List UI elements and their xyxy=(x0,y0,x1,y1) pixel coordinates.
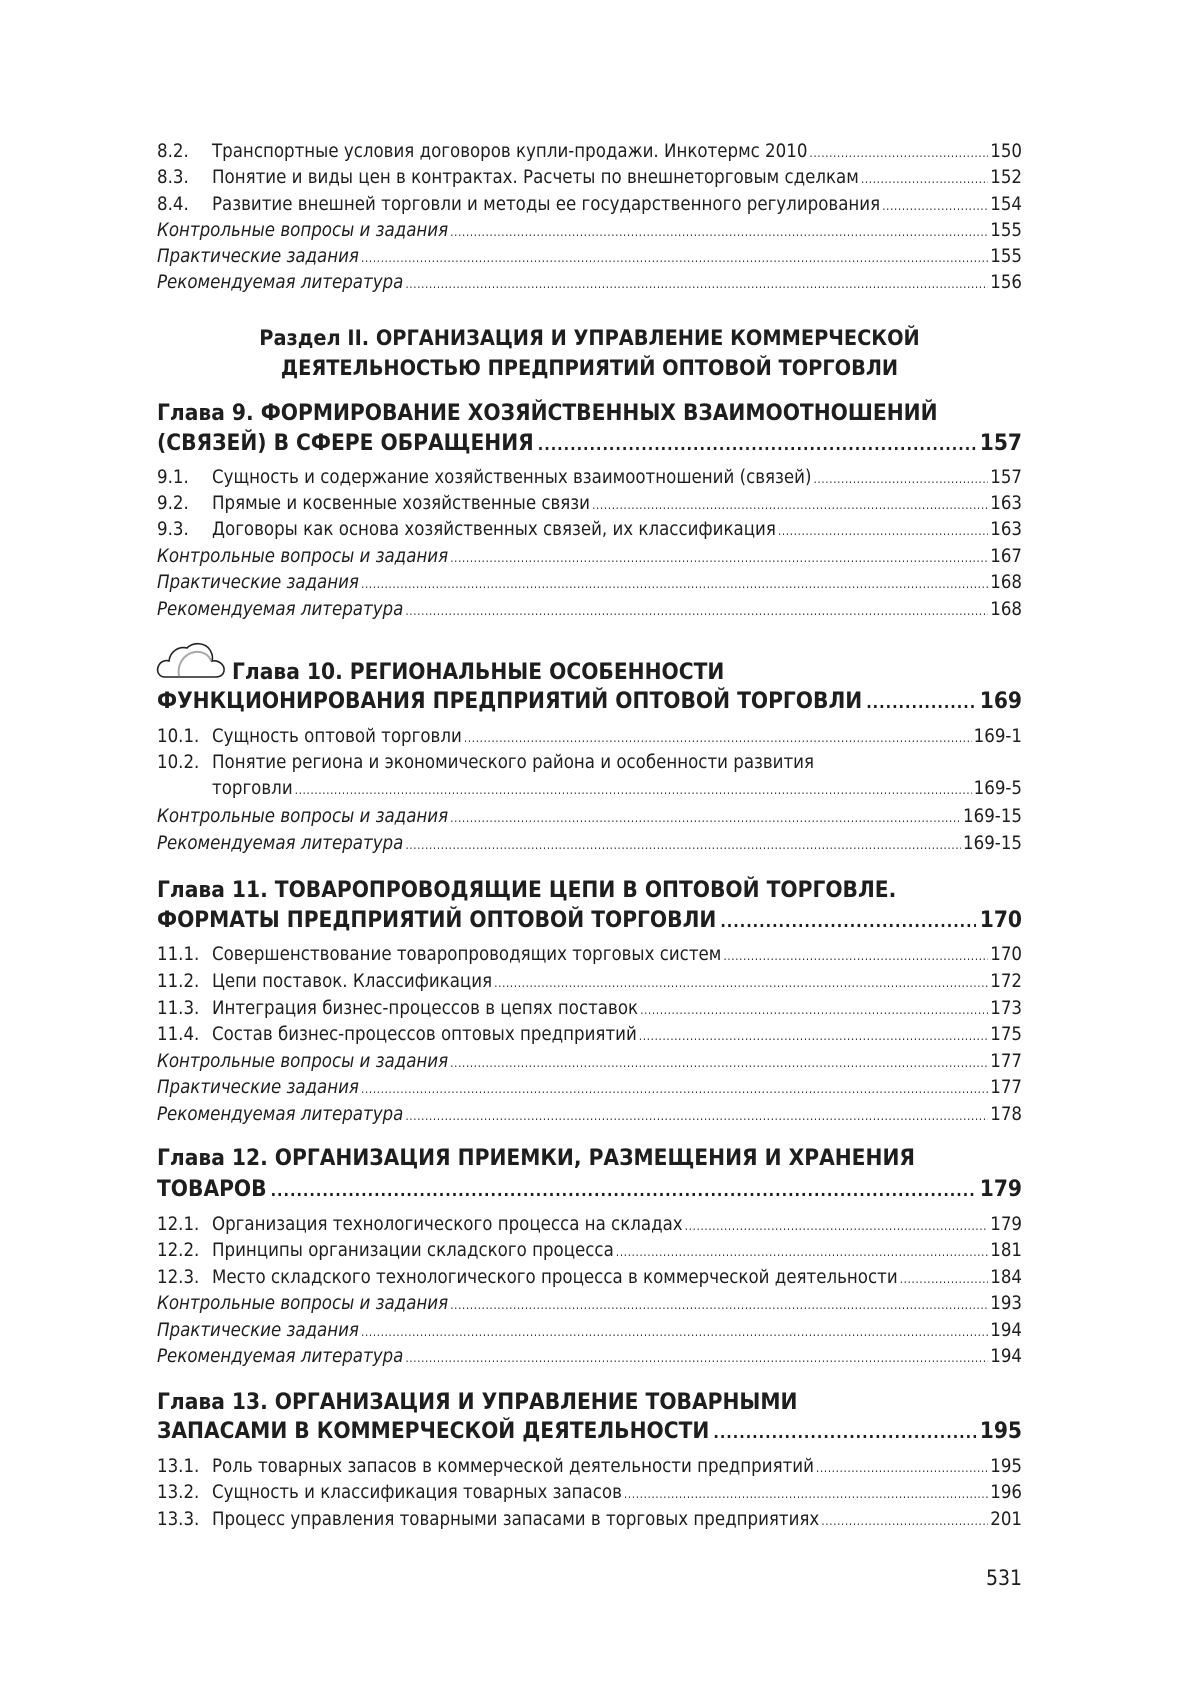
leader-dots xyxy=(494,970,988,996)
cloud-icon xyxy=(155,640,229,680)
chapter-title: Глава 10. РЕГИОНАЛЬНЫЕ ОСОБЕННОСТИ xyxy=(232,659,725,685)
toc-entry-8-2[interactable] xyxy=(157,139,1022,165)
chapter-13-heading-line2[interactable] xyxy=(157,1416,1022,1448)
entry-page: 201 xyxy=(990,1509,1022,1530)
leader-dots xyxy=(592,492,988,518)
leader-dots xyxy=(361,1076,988,1102)
section-heading-line2: ДЕЯТЕЛЬНОСТЬЮ ПРЕДПРИЯТИЙ ОПТОВОЙ ТОРГОВЛИ xyxy=(280,356,899,381)
entry-title: Понятие региона и экономического района и особенности развития xyxy=(212,752,815,773)
toc-entry-11-4[interactable] xyxy=(157,1022,1022,1048)
toc-entry-12-3[interactable] xyxy=(157,1265,1022,1291)
chapter-10-heading-line2[interactable] xyxy=(157,686,1022,718)
leader-dots xyxy=(450,805,961,831)
entry-page: 196 xyxy=(990,1482,1022,1503)
toc-entry-11-1[interactable] xyxy=(157,942,1022,968)
entry-title: Место складского технологического процесса в коммерческой деятельности xyxy=(212,1267,898,1288)
chapter-title: ТОВАРОВ xyxy=(157,1176,267,1202)
leader-dots xyxy=(616,1239,988,1265)
toc-entry-10-2-continued[interactable] xyxy=(212,776,1022,802)
leader-dots xyxy=(640,997,988,1023)
entry-title: Процесс управления товарными запасами в торговых предприятиях xyxy=(212,1509,820,1530)
entry-number: 9.2. xyxy=(157,493,189,514)
entry-page: 169-1 xyxy=(973,726,1022,747)
toc-entry-10-1[interactable] xyxy=(157,724,1022,750)
entry-page: 179 xyxy=(990,1214,1022,1235)
entry-title: Контрольные вопросы и задания xyxy=(157,1051,449,1072)
leader-dots xyxy=(405,1103,988,1129)
entry-title: Развитие внешней торговли и методы ее государственного регулирования xyxy=(212,194,881,215)
entry-title: Рекомендуемая литература xyxy=(157,833,404,854)
entry-number: 13.2. xyxy=(157,1482,200,1503)
leader-dots xyxy=(450,545,988,571)
leader-dots xyxy=(464,725,972,751)
entry-title: Контрольные вопросы и задания xyxy=(157,806,449,827)
chapter-page: 179 xyxy=(979,1176,1022,1202)
entry-number: 11.3. xyxy=(157,998,200,1019)
entry-page: 194 xyxy=(990,1320,1022,1341)
toc-entry-9-1[interactable] xyxy=(157,465,1022,491)
entry-page: 169-15 xyxy=(963,833,1022,854)
leader-dots xyxy=(405,271,988,297)
entry-page: 168 xyxy=(990,572,1022,593)
toc-entry-10-2[interactable] xyxy=(157,750,1022,776)
chapter-12-heading[interactable] xyxy=(157,1143,1022,1173)
entry-page: 194 xyxy=(990,1346,1022,1367)
leader-dots xyxy=(861,166,988,192)
chapter-12-heading-line2[interactable] xyxy=(157,1174,1022,1206)
toc-entry-control-questions[interactable] xyxy=(157,218,1022,244)
entry-title: Интеграция бизнес-процессов в цепях поставок xyxy=(212,998,639,1019)
chapter-13-heading[interactable] xyxy=(157,1387,1022,1417)
entry-page: 157 xyxy=(990,467,1022,488)
leader-dots xyxy=(866,688,976,718)
toc-entry-11-3[interactable] xyxy=(157,996,1022,1022)
chapter-title: ЗАПАСАМИ В КОММЕРЧЕСКОЙ ДЕЯТЕЛЬНОСТИ xyxy=(157,1418,710,1444)
entry-number: 11.2. xyxy=(157,971,200,992)
entry-number: 10.2. xyxy=(157,752,200,773)
toc-entry-literature[interactable] xyxy=(157,597,1022,623)
toc-entry-literature[interactable] xyxy=(157,831,1022,857)
entry-page: 181 xyxy=(990,1240,1022,1261)
chapter-title: Глава 13. ОРГАНИЗАЦИЯ И УПРАВЛЕНИЕ ТОВАРНЫМИ xyxy=(157,1389,798,1415)
toc-entry-practical-tasks[interactable] xyxy=(157,1318,1022,1344)
entry-page: 170 xyxy=(990,944,1022,965)
entry-number: 9.1. xyxy=(157,467,189,488)
entry-title: Сущность оптовой торговли xyxy=(212,726,462,747)
leader-dots xyxy=(816,1455,988,1481)
toc-entry-12-2[interactable] xyxy=(157,1238,1022,1264)
toc-entry-practical-tasks[interactable] xyxy=(157,244,1022,270)
toc-entry-8-3[interactable] xyxy=(157,165,1022,191)
chapter-page: 195 xyxy=(979,1418,1022,1444)
toc-entry-13-2[interactable] xyxy=(157,1480,1022,1506)
leader-dots xyxy=(361,571,988,597)
leader-dots xyxy=(639,1023,988,1049)
entry-title: Рекомендуемая литература xyxy=(157,599,404,620)
entry-page: 195 xyxy=(990,1456,1022,1477)
entry-number: 11.4. xyxy=(157,1024,200,1045)
leader-dots xyxy=(713,1418,975,1448)
entry-number: 10.1. xyxy=(157,726,200,747)
toc-entry-9-2[interactable] xyxy=(157,491,1022,517)
entry-title: Рекомендуемая литература xyxy=(157,1346,404,1367)
entry-title: Сущность и содержание хозяйственных взаимоотношений (связей) xyxy=(212,467,812,488)
toc-entry-12-1[interactable] xyxy=(157,1212,1022,1238)
leader-dots xyxy=(361,245,988,271)
entry-title: Практические задания xyxy=(157,246,359,267)
entry-page: 169-15 xyxy=(963,806,1022,827)
entry-title: Практические задания xyxy=(157,1077,359,1098)
chapter-title: Глава 11. ТОВАРОПРОВОДЯЩИЕ ЦЕПИ В ОПТОВОЙ ТОРГОВЛЕ. xyxy=(157,877,897,903)
page-number: 531 xyxy=(985,1566,1022,1590)
toc-entry-literature[interactable] xyxy=(157,270,1022,296)
section-heading-line1: Раздел II. ОРГАНИЗАЦИЯ И УПРАВЛЕНИЕ КОММЕРЧЕСКОЙ xyxy=(259,326,920,351)
chapter-page: 169 xyxy=(979,688,1022,714)
leader-dots xyxy=(405,598,988,624)
entry-page: 184 xyxy=(990,1267,1022,1288)
toc-entry-literature[interactable] xyxy=(157,1102,1022,1128)
leader-dots xyxy=(723,943,988,969)
leader-dots xyxy=(900,1266,989,1292)
entry-page: 154 xyxy=(990,194,1022,215)
chapter-10-heading[interactable] xyxy=(232,657,1022,687)
chapter-11-heading[interactable] xyxy=(157,875,1022,905)
leader-dots xyxy=(450,219,988,245)
toc-entry-11-2[interactable] xyxy=(157,969,1022,995)
entry-page: 167 xyxy=(990,546,1022,567)
entry-title: Контрольные вопросы и задания xyxy=(157,220,449,241)
entry-page: 172 xyxy=(990,971,1022,992)
toc-entry-13-3[interactable] xyxy=(157,1507,1022,1533)
toc-entry-literature[interactable] xyxy=(157,1344,1022,1370)
leader-dots xyxy=(685,1213,989,1239)
entry-number: 11.1. xyxy=(157,944,200,965)
leader-dots xyxy=(450,1292,988,1318)
entry-page: 152 xyxy=(990,167,1022,188)
entry-number: 9.3. xyxy=(157,519,189,540)
entry-title: Сущность и классификация товарных запасов xyxy=(212,1482,622,1503)
entry-page: 173 xyxy=(990,998,1022,1019)
chapter-page: 170 xyxy=(979,907,1022,933)
entry-page: 163 xyxy=(990,519,1022,540)
entry-title: Контрольные вопросы и задания xyxy=(157,546,449,567)
toc-entry-control-questions[interactable] xyxy=(157,1049,1022,1075)
entry-number: 12.3. xyxy=(157,1267,200,1288)
toc-entry-control-questions[interactable] xyxy=(157,804,1022,830)
entry-page: 163 xyxy=(990,493,1022,514)
entry-number: 8.4. xyxy=(157,194,189,215)
entry-page: 177 xyxy=(990,1077,1022,1098)
chapter-9-heading[interactable] xyxy=(157,398,1022,428)
chapter-title: Глава 12. ОРГАНИЗАЦИЯ ПРИЕМКИ, РАЗМЕЩЕНИЯ И ХРАНЕНИЯ xyxy=(157,1145,915,1171)
entry-page: 155 xyxy=(990,246,1022,267)
leader-dots xyxy=(538,430,976,460)
entry-page: 178 xyxy=(990,1104,1022,1125)
leader-dots xyxy=(821,1508,988,1534)
entry-title: Прямые и косвенные хозяйственные связи xyxy=(212,493,590,514)
entry-title: Цепи поставок. Классификация xyxy=(212,971,493,992)
entry-number: 8.2. xyxy=(157,141,189,162)
toc-entry-9-3[interactable] xyxy=(157,517,1022,543)
entry-page: 150 xyxy=(990,141,1022,162)
leader-dots xyxy=(405,832,961,858)
leader-dots xyxy=(624,1481,988,1507)
entry-page: 193 xyxy=(990,1293,1022,1314)
entry-title: Практические задания xyxy=(157,1320,359,1341)
leader-dots xyxy=(271,1176,976,1206)
entry-title: Понятие и виды цен в контрактах. Расчеты по внешнеторговым сделкам xyxy=(212,167,859,188)
chapter-9-heading-line2[interactable] xyxy=(157,428,1022,460)
entry-page: 177 xyxy=(990,1051,1022,1072)
toc-entry-practical-tasks[interactable] xyxy=(157,570,1022,596)
leader-dots xyxy=(778,518,988,544)
entry-title: Состав бизнес-процессов оптовых предприятий xyxy=(212,1024,637,1045)
entry-number: 13.1. xyxy=(157,1456,200,1477)
chapter-title: ФУНКЦИОНИРОВАНИЯ ПРЕДПРИЯТИЙ ОПТОВОЙ ТОРГОВЛИ xyxy=(157,688,863,714)
entry-page: 155 xyxy=(990,220,1022,241)
entry-title: Принципы организации складского процесса xyxy=(212,1240,614,1261)
chapter-11-heading-line2[interactable] xyxy=(157,905,1022,937)
toc-entry-8-4[interactable] xyxy=(157,192,1022,218)
chapter-page: 157 xyxy=(979,430,1022,456)
entry-title: Совершенствование товаропроводящих торговых систем xyxy=(212,944,722,965)
chapter-title: (СВЯЗЕЙ) В СФЕРЕ ОБРАЩЕНИЯ xyxy=(157,430,534,456)
leader-dots xyxy=(882,193,988,219)
entry-title: Контрольные вопросы и задания xyxy=(157,1293,449,1314)
leader-dots xyxy=(813,466,988,492)
entry-title: Рекомендуемая литература xyxy=(157,272,404,293)
leader-dots xyxy=(405,1345,988,1371)
entry-title: Роль товарных запасов в коммерческой деятельности предприятий xyxy=(212,1456,814,1477)
entry-page: 169-5 xyxy=(973,778,1022,799)
entry-title: Транспортные условия договоров купли-продажи. Инкотермс 2010 xyxy=(212,141,808,162)
entry-title: Практические задания xyxy=(157,572,359,593)
chapter-title: Глава 9. ФОРМИРОВАНИЕ ХОЗЯЙСТВЕННЫХ ВЗАИМООТНОШЕНИЙ xyxy=(157,400,938,426)
entry-title: Рекомендуемая литература xyxy=(157,1104,404,1125)
toc-entry-practical-tasks[interactable] xyxy=(157,1075,1022,1101)
entry-number: 13.3. xyxy=(157,1509,200,1530)
entry-title: Организация технологического процесса на складах xyxy=(212,1214,683,1235)
entry-number: 12.2. xyxy=(157,1240,200,1261)
leader-dots xyxy=(295,777,972,803)
toc-entry-control-questions[interactable] xyxy=(157,1291,1022,1317)
entry-number: 12.1. xyxy=(157,1214,200,1235)
leader-dots xyxy=(361,1319,988,1345)
leader-dots xyxy=(720,907,975,937)
entry-title: торговли xyxy=(212,778,293,799)
entry-title: Договоры как основа хозяйственных связей, их классификация xyxy=(212,519,776,540)
toc-entry-13-1[interactable] xyxy=(157,1454,1022,1480)
entry-page: 168 xyxy=(990,599,1022,620)
entry-page: 156 xyxy=(990,272,1022,293)
toc-entry-control-questions[interactable] xyxy=(157,544,1022,570)
entry-page: 175 xyxy=(990,1024,1022,1045)
entry-number: 8.3. xyxy=(157,167,189,188)
leader-dots xyxy=(809,140,988,166)
leader-dots xyxy=(450,1050,988,1076)
chapter-title: ФОРМАТЫ ПРЕДПРИЯТИЙ ОПТОВОЙ ТОРГОВЛИ xyxy=(157,907,717,933)
